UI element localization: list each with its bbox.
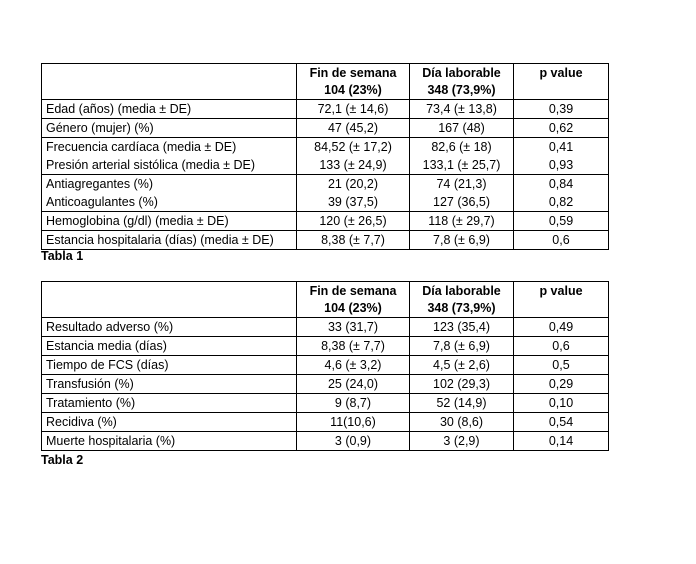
cell-fin-de-semana: 25 (24,0) [297, 375, 410, 394]
cell-dia-laborable: 7,8 (± 6,9) [410, 231, 514, 250]
table-row [42, 100, 609, 119]
row-label: Transfusión (%) [42, 375, 297, 394]
cell-dia-laborable: 167 (48) [410, 119, 514, 138]
cell-dia-laborable: 118 (± 29,7) [410, 212, 514, 231]
row-label: Estancia hospitalaria (días) (media ± DE) [42, 231, 297, 250]
table-1-header-p-value [514, 64, 609, 100]
cell-fin-de-semana: 120 (± 26,5) [297, 212, 410, 231]
row-label: Tiempo de FCS (días) [42, 356, 297, 375]
header-dia-line1: Día laborable [422, 66, 501, 80]
table-row [42, 231, 609, 250]
row-label: Hemoglobina (g/dl) (media ± DE) [42, 212, 297, 231]
header-fin-line2: 104 (23%) [324, 83, 382, 97]
table-2-header-p-value [514, 282, 609, 318]
table-row [42, 375, 609, 394]
table-row [42, 156, 609, 175]
table-2-header-empty [42, 282, 297, 318]
cell-p-value: 0,14 [514, 432, 609, 451]
table-row [42, 212, 609, 231]
header-dia-line2: 348 (73,9%) [427, 83, 496, 97]
cell-dia-laborable: 123 (35,4) [410, 318, 514, 337]
table-1 [41, 63, 609, 250]
cell-p-value: 0,10 [514, 394, 609, 413]
table-2-header-dia-laborable [410, 282, 514, 318]
row-label: Resultado adverso (%) [42, 318, 297, 337]
cell-fin-de-semana: 9 (8,7) [297, 394, 410, 413]
cell-fin-de-semana: 33 (31,7) [297, 318, 410, 337]
table-row [42, 175, 609, 194]
row-label: Estancia media (días) [42, 337, 297, 356]
cell-p-value: 0,29 [514, 375, 609, 394]
header-p-value: p value [539, 66, 583, 80]
cell-p-value: 0,59 [514, 212, 609, 231]
table-1-header-row [42, 64, 609, 100]
cell-fin-de-semana: 8,38 (± 7,7) [297, 231, 410, 250]
cell-fin-de-semana: 47 (45,2) [297, 119, 410, 138]
cell-fin-de-semana: 8,38 (± 7,7) [297, 337, 410, 356]
header-dia-line1: Día laborable [422, 284, 501, 298]
table-row [42, 193, 609, 212]
cell-p-value: 0,6 [514, 337, 609, 356]
cell-p-value: 0,54 [514, 413, 609, 432]
table-row [42, 337, 609, 356]
row-label: Tratamiento (%) [42, 394, 297, 413]
cell-dia-laborable: 133,1 (± 25,7) [410, 156, 514, 175]
header-p-value: p value [539, 284, 583, 298]
table-row [42, 394, 609, 413]
cell-p-value: 0,41 [514, 138, 609, 157]
cell-p-value: 0,93 [514, 156, 609, 175]
cell-p-value: 0,49 [514, 318, 609, 337]
cell-dia-laborable: 3 (2,9) [410, 432, 514, 451]
cell-dia-laborable: 73,4 (± 13,8) [410, 100, 514, 119]
cell-fin-de-semana: 3 (0,9) [297, 432, 410, 451]
row-label: Edad (años) (media ± DE) [42, 100, 297, 119]
row-label: Presión arterial sistólica (media ± DE) [42, 156, 297, 175]
cell-fin-de-semana: 4,6 (± 3,2) [297, 356, 410, 375]
table-2-header-fin-de-semana [297, 282, 410, 318]
row-label: Recidiva (%) [42, 413, 297, 432]
cell-p-value: 0,84 [514, 175, 609, 194]
cell-fin-de-semana: 11(10,6) [297, 413, 410, 432]
table-row [42, 432, 609, 451]
table-1-header-fin-de-semana [297, 64, 410, 100]
header-fin-line1: Fin de semana [309, 284, 397, 298]
header-fin-line1: Fin de semana [309, 66, 397, 80]
table-2-header-row [42, 282, 609, 318]
row-label: Muerte hospitalaria (%) [42, 432, 297, 451]
table-row [42, 318, 609, 337]
cell-fin-de-semana: 84,52 (± 17,2) [297, 138, 410, 157]
cell-fin-de-semana: 72,1 (± 14,6) [297, 100, 410, 119]
cell-fin-de-semana: 133 (± 24,9) [297, 156, 410, 175]
cell-dia-laborable: 7,8 (± 6,9) [410, 337, 514, 356]
table-row [42, 119, 609, 138]
table-row [42, 138, 609, 157]
cell-p-value: 0,6 [514, 231, 609, 250]
cell-p-value: 0,82 [514, 193, 609, 212]
cell-p-value: 0,62 [514, 119, 609, 138]
row-label: Anticoagulantes (%) [42, 193, 297, 212]
cell-dia-laborable: 127 (36,5) [410, 193, 514, 212]
cell-dia-laborable: 74 (21,3) [410, 175, 514, 194]
row-label: Género (mujer) (%) [42, 119, 297, 138]
cell-dia-laborable: 102 (29,3) [410, 375, 514, 394]
cell-dia-laborable: 82,6 (± 18) [410, 138, 514, 157]
header-fin-line2: 104 (23%) [324, 301, 382, 315]
cell-fin-de-semana: 21 (20,2) [297, 175, 410, 194]
table-1-header-empty [42, 64, 297, 100]
table-row [42, 356, 609, 375]
table-2 [41, 281, 609, 451]
table-row [42, 413, 609, 432]
cell-dia-laborable: 4,5 (± 2,6) [410, 356, 514, 375]
cell-dia-laborable: 52 (14,9) [410, 394, 514, 413]
cell-p-value: 0,39 [514, 100, 609, 119]
row-label: Frecuencia cardíaca (media ± DE) [42, 138, 297, 157]
header-dia-line2: 348 (73,9%) [427, 301, 496, 315]
table-1-header-dia-laborable [410, 64, 514, 100]
cell-p-value: 0,5 [514, 356, 609, 375]
table-2-caption: Tabla 2 [41, 453, 84, 467]
row-label: Antiagregantes (%) [42, 175, 297, 194]
table-1-caption: Tabla 1 [41, 249, 84, 263]
cell-fin-de-semana: 39 (37,5) [297, 193, 410, 212]
cell-dia-laborable: 30 (8,6) [410, 413, 514, 432]
